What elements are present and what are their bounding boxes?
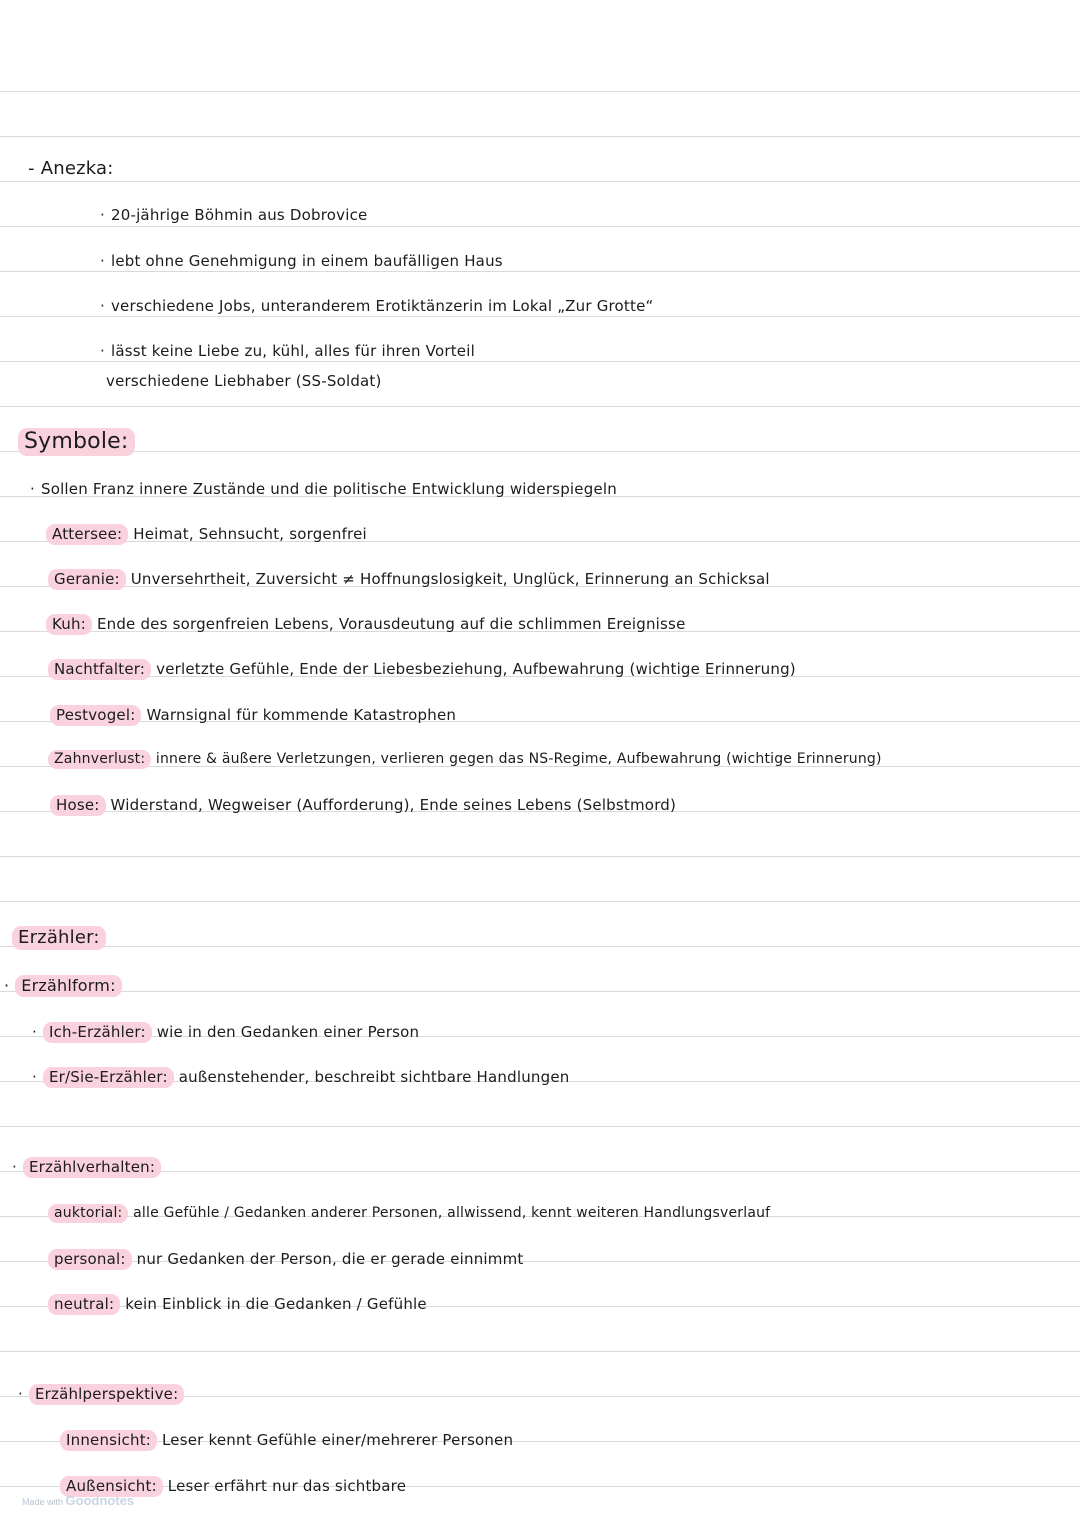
erzaehlperspektive-heading: · Erzählperspektive: <box>18 1385 184 1403</box>
symbole-intro: · Sollen Franz innere Zustände und die politische Entwicklung widerspiegeln <box>30 480 617 498</box>
erzaehlverhalten-item: personal: nur Gedanken der Person, die er gerade einnimmt <box>48 1250 523 1268</box>
dot-bullet: · <box>32 1068 37 1086</box>
dot-bullet: · <box>4 976 10 995</box>
symbole-heading: Symbole: <box>18 429 135 454</box>
erzaehlform-item: · Er/Sie-Erzähler: außenstehender, beschreibt sichtbare Handlungen <box>32 1068 570 1086</box>
goodnotes-watermark: Made with Goodnotes <box>22 1493 135 1508</box>
anezka-bullet: · lässt keine Liebe zu, kühl, alles für ihren Vorteil <box>100 342 475 360</box>
dot-bullet: · <box>100 252 105 270</box>
erzaehlform-item: · Ich-Erzähler: wie in den Gedanken einer Person <box>32 1023 420 1041</box>
anezka-bullet: · verschiedene Jobs, unteranderem Erotiktänzerin im Lokal „Zur Grotte“ <box>100 297 654 315</box>
anezka-bullet: · 20-jährige Böhmin aus Dobrovice <box>100 206 368 224</box>
erzaehler-heading: Erzähler: <box>12 927 106 948</box>
erzaehlform-heading: · Erzählform: <box>4 976 122 995</box>
anezka-continuation: verschiedene Liebhaber (SS-Soldat) <box>106 372 382 390</box>
erzaehlperspektive-item: Innensicht: Leser kennt Gefühle einer/mehrerer Personen <box>60 1431 513 1449</box>
symbol-item: Nachtfalter: verletzte Gefühle, Ende der Liebesbeziehung, Aufbewahrung (wichtige Erinnerung) <box>48 660 796 678</box>
symbol-item: Hose: Widerstand, Wegweiser (Aufforderung), Ende seines Lebens (Selbstmord) <box>50 796 676 814</box>
erzaehlverhalten-item: neutral: kein Einblick in die Gedanken / Gefühle <box>48 1295 427 1313</box>
symbol-item: Geranie: Unversehrtheit, Zuversicht ≠ Hoffnungslosigkeit, Unglück, Erinnerung an Schicksal <box>48 570 770 588</box>
dot-bullet: · <box>12 1158 17 1176</box>
symbol-item: Kuh: Ende des sorgenfreien Lebens, Vorausdeutung auf die schlimmen Ereignisse <box>46 615 686 633</box>
symbol-item: Pestvogel: Warnsignal für kommende Katastrophen <box>50 706 456 724</box>
dot-bullet: · <box>30 480 35 498</box>
erzaehlverhalten-heading: · Erzählverhalten: <box>12 1158 161 1176</box>
dot-bullet: · <box>100 342 105 360</box>
symbol-item: Zahnverlust: innere & äußere Verletzungen, verlieren gegen das NS-Regime, Aufbewahrung (wichtige Erinnerung) <box>48 751 882 767</box>
dash-bullet: - <box>28 158 35 179</box>
erzaehlverhalten-item: auktorial: alle Gefühle / Gedanken anderer Personen, allwissend, kennt weiteren Handlungsverlauf <box>48 1205 770 1221</box>
anezka-bullet: · lebt ohne Genehmigung in einem baufälligen Haus <box>100 252 503 270</box>
dot-bullet: · <box>100 297 105 315</box>
dot-bullet: · <box>18 1385 23 1403</box>
erzaehlperspektive-item: Außensicht: Leser erfährt nur das sichtbare <box>60 1477 406 1495</box>
dot-bullet: · <box>100 206 105 224</box>
anezka-heading: - Anezka: <box>28 158 114 179</box>
dot-bullet: · <box>32 1023 37 1041</box>
symbol-item: Attersee: Heimat, Sehnsucht, sorgenfrei <box>46 525 367 543</box>
